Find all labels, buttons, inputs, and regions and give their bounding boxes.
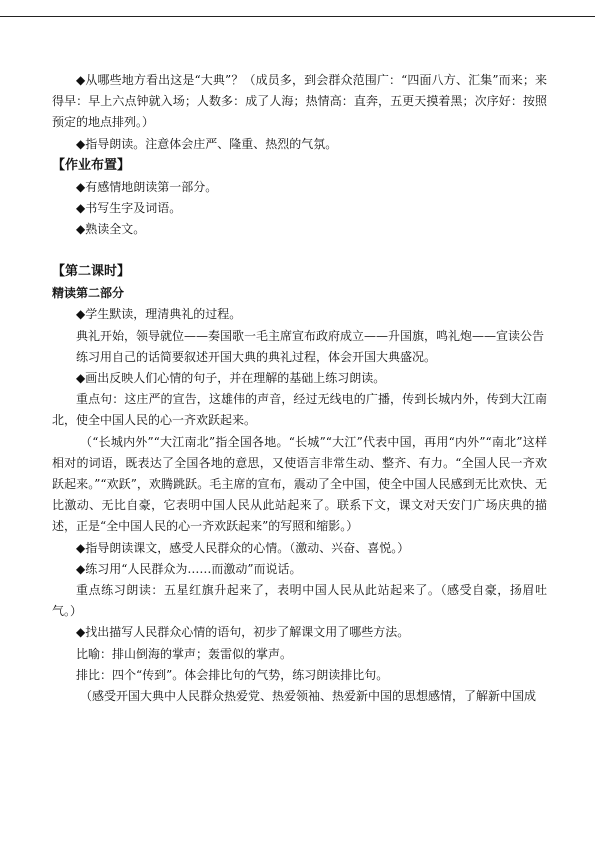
homework-item: ◆有感情地朗读第一部分。 [76, 179, 218, 194]
lesson2-paragraph: 重点练习朗读：五星红旗升起来了，表明中国人民从此站起来了。（感受自豪，扬眉吐气。） [52, 583, 547, 619]
lesson2-paragraph: 排比：四个“传到”。体会排比句的气势，练习朗读排比句。 [76, 667, 389, 682]
lesson2-paragraph: ◆指导朗读课文，感受人民群众的心情。（激动、兴奋、喜悦。） [76, 540, 410, 555]
lesson2-paragraph: ◆练习用“人民群众为……而激动”而说话。 [76, 561, 302, 576]
homework-item: ◆书写生字及词语。 [76, 201, 182, 216]
lesson2-paragraph: （感受开国大典中人民群众热爱党、热爱领袖、热爱新中国的思想感情，了解新中国成 [80, 689, 537, 704]
header-rule [0, 16, 595, 17]
homework-item: ◆熟读全文。 [76, 222, 146, 237]
lesson2-paragraph: ◆学生默读，理清典礼的过程。 [76, 307, 242, 322]
lesson2-subheading: 精读第二部分 [52, 286, 125, 301]
lesson2-paragraph: 典礼开始，领导就位——奏国歌一毛主席宣布政府成立——升国旗，鸣礼炮——宣读公告 [76, 328, 545, 343]
lesson2-paragraph: ◆画出反映人们心情的句子，并在理解的基础上练习朗读。 [76, 371, 386, 386]
paragraph-reading-guide: ◆指导朗读。注意体会庄严、隆重、热烈的气氛。 [76, 136, 338, 151]
lesson2-paragraph: 重点句：这庄严的宣告，这雄伟的声音，经过无线电的广播，传到长城内外，传到大江南北，使全中国人民的心一齐欢跃起来。 [52, 392, 547, 428]
lesson2-heading: 【第二课时】 [52, 264, 131, 280]
document-body [52, 70, 547, 707]
paragraph-daidian-evidence: ◆从哪些地方看出这是“大典”？（成员多，到会群众范围广：“四面八方、汇集”而来；来得早：早上六点钟就入场；人数多：成了人海；热情高：直奔，五更天摸着黑；次序好：按照预定的地点排列。） [52, 73, 547, 130]
lesson2-paragraph: 比喻：排山倒海的掌声；轰雷似的掌声。 [76, 646, 293, 661]
homework-heading: 【作业布置】 [52, 157, 131, 173]
lesson2-paragraph: 练习用自己的话简要叙述开国大典的典礼过程，体会开国大典盛况。 [76, 349, 437, 364]
spacer [52, 240, 547, 261]
lesson2-paragraph: （“长城内外”“大江南北”指全国各地。“长城”“大江”代表中国，再用“内外”“南北”这样相对的词语，既表达了全国各地的意思，又使语言非常生动、整齐、有力。“全国人民一齐欢跃起来。”“欢跃”，欢腾跳跃。毛主席的宣布，震动了全中国，使全中国人民感到无比欢快、无比激动、无比自豪，它表明中国人民从此站起来了。联系下文，课文对天安门广场庆典的描述，正是“全中国人民的心一齐欢跃起来”的写照和缩影。） [52, 434, 547, 534]
lesson2-paragraph: ◆找出描写人民群众心情的语句，初步了解课文用了哪些方法。 [76, 625, 410, 640]
